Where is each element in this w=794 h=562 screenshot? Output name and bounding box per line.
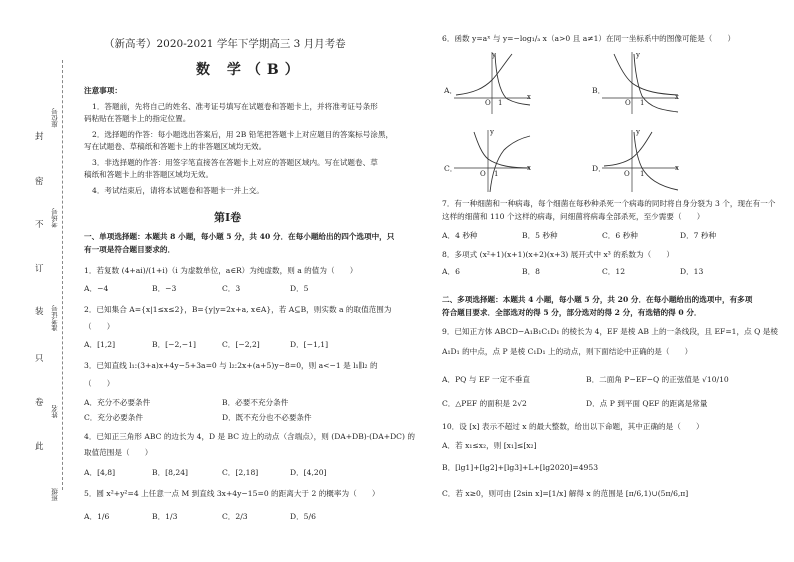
question-8-stem: 8．多项式 (x²+1)(x+1)(x+2)(x+3) 展开式中 x³ 的系数为（ ） — [442, 250, 674, 259]
option-d: D．既不充分也不必要条件 — [222, 413, 312, 422]
option-d: D．13 — [680, 267, 704, 276]
question-7-stem: 7．有一种细菌和一种病毒，每个细菌在每秒种杀死一个病毒的同时将自身分裂为 3 个，现在有一个 — [442, 199, 776, 208]
option-c: C．充分必要条件 — [84, 413, 143, 422]
option-d: D．5 — [290, 284, 309, 293]
graph-b-label: B． — [592, 86, 606, 95]
question-6-stem: 6．函数 y=aˣ 与 y=−log₁/ₐ x（a>0 且 a≠1）在同一坐标系中的图像可能是（ ） — [442, 34, 736, 43]
option-b: B．−3 — [152, 284, 177, 293]
option-b: B．[8,24] — [152, 468, 189, 477]
side-char: 只 — [35, 354, 44, 364]
question-9-options-row2 — [442, 399, 782, 409]
notice-line: 写在试题卷、草稿纸和答题卡上的非答题区域均无效。 — [84, 142, 267, 151]
option-a: A．[4,8] — [84, 468, 116, 477]
question-5-stem: 5．圆 x²+y²=4 上任意一点 M 到直线 3x+4y−15=0 的距离大于 2 的概率为（ ） — [84, 489, 380, 498]
question-7-options — [442, 231, 782, 241]
axis-x-label: x — [675, 164, 679, 172]
axis-y-label: y — [490, 128, 494, 136]
option-c: C．6 秒种 — [602, 231, 638, 240]
question-2-stem: 2．已知集合 A={x|1≤x≤2}，B={y|y=2x+a, x∈A}，若 A⊆B，则实数 a 的取值范围为 — [84, 305, 392, 314]
graph-c — [452, 128, 532, 194]
option-b: B．二面角 P−EF−Q 的正弦值是 √10/10 — [586, 375, 729, 384]
section-title: 第Ⅰ卷 — [214, 211, 242, 224]
curve-exp — [604, 132, 652, 166]
question-9-stem-cont: A₁D₁ 的中点，点 P 是棱 C₁D₁ 上的动点，则下面结论中正确的是（ ） — [442, 347, 693, 356]
axis-x-label: x — [527, 164, 531, 172]
graph-a — [452, 50, 532, 116]
graph-d — [600, 128, 680, 194]
section2-intro: 符合题目要求．全部选对的得 5 分，部分选对的得 2 分，有选错的得 0 分． — [442, 308, 702, 317]
room-number-label: 考场号 — [51, 208, 59, 228]
graph-d-label: D． — [592, 164, 606, 173]
graph-c-label: C． — [444, 164, 458, 173]
side-char: 封 — [35, 132, 44, 142]
side-char: 卷 — [35, 398, 44, 408]
question-3-options-row1 — [84, 398, 424, 408]
question-7-stem-cont: 这样的细菌和 110 个这样的病毒，问细菌将病毒全部杀死，至少需要（ ） — [442, 212, 705, 221]
notice-line: 4．考试结束后，请将本试题卷和答题卡一并上交。 — [92, 186, 264, 195]
question-10-stem: 10．设 [x] 表示不超过 x 的最大整数，给出以下命题，其中正确的是（ ） — [442, 422, 704, 431]
class-label: 班级 — [51, 488, 59, 501]
question-5-options — [84, 512, 424, 522]
option-a: A．4 秒种 — [442, 231, 478, 240]
section2-intro: 二、多项选择题：本题共 4 小题，每小题 5 分，共 20 分．在每小题给出的选项中，有多项 — [442, 295, 753, 304]
question-3-stem: 3．已知直线 l₁:(3+a)x+4y−5+3a=0 与 l₂:2x+(a+5)y−8=0，则 a<−1 是 l₁∥l₂ 的 — [84, 361, 378, 370]
option-d: D．点 P 到平面 QEF 的距离是常量 — [586, 399, 708, 408]
curve-log — [490, 136, 530, 192]
option-b: B．5 秒种 — [522, 231, 558, 240]
question-9-stem: 9．已知正方体 ABCD−A₁B₁C₁D₁ 的棱长为 4，EF 是棱 AB 上的一条线段，且 EF=1，点 Q 是棱 — [442, 327, 778, 336]
option-c: C．12 — [602, 267, 626, 276]
origin-label: O — [480, 170, 486, 178]
origin-label: O — [485, 99, 491, 107]
curve-exp — [474, 132, 530, 168]
axis-x-label: x — [527, 93, 531, 101]
option-c: C．3 — [222, 284, 241, 293]
name-label: 姓名 — [51, 405, 59, 418]
question-2-paren: （ ） — [84, 322, 115, 331]
option-d: D．[−1,1] — [290, 340, 329, 349]
notice-line: 2．选择题的作答：每小题选出答案后，用 2B 铅笔把答题卡上对应题目的答案标号涂黑， — [92, 130, 394, 139]
one-label: 1 — [498, 99, 503, 107]
section1-intro: 有一项是符合题目要求的． — [84, 245, 176, 254]
section1-intro: 一、单项选择题：本题共 8 小题，每小题 5 分，共 40 分．在每小题给出的四个选项中，只 — [84, 232, 395, 241]
notice-line: 稿纸和答题卡上的非答题区域均无效。 — [84, 170, 214, 179]
side-char: 装 — [35, 307, 44, 317]
option-c: C．[−2,2] — [222, 340, 260, 349]
side-char: 不 — [35, 220, 44, 230]
side-char: 订 — [35, 264, 44, 274]
question-4-options — [84, 468, 424, 478]
notice-line: 1．答题前，先将自己的姓名、准考证号填写在试题卷和答题卡上，并将准考证号条形 — [92, 102, 378, 111]
option-a: A．若 x₁≤x₂，则 [x₁]≤[x₂] — [442, 441, 537, 450]
question-2-options — [84, 340, 424, 350]
side-char: 密 — [35, 177, 44, 187]
option-a: A．6 — [442, 267, 460, 276]
curve-exp — [456, 54, 512, 95]
option-a: A．PQ 与 EF 一定不垂直 — [442, 375, 531, 384]
one-label: 1 — [494, 170, 499, 178]
question-1-options — [84, 284, 424, 294]
option-c: C．2/3 — [222, 512, 248, 521]
binding-line — [62, 60, 64, 490]
origin-label: O — [625, 99, 631, 107]
option-b: B．[−2,−1] — [152, 340, 196, 349]
option-b: B．1/3 — [152, 512, 178, 521]
axis-y-label: y — [492, 51, 496, 59]
option-d: D．7 秒种 — [680, 231, 717, 240]
option-d: D．[4,20] — [290, 468, 327, 477]
side-char: 此 — [35, 442, 44, 452]
one-label: 1 — [640, 99, 645, 107]
axis-y-label: y — [636, 128, 640, 136]
option-c: C．△PEF 的面积是 2√2 — [442, 399, 527, 408]
axis-x-label: x — [675, 93, 679, 101]
option-a: A．−4 — [84, 284, 109, 293]
notice-line: 码粘贴在答题卡上的指定位置。 — [84, 114, 191, 123]
curve-exp — [614, 54, 678, 95]
one-label: 1 — [640, 170, 645, 178]
option-d: D．5/6 — [290, 512, 316, 521]
notice-line: 3．非选择题的作答：用签字笔直接答在答题卡上对应的答题区域内。写在试题卷、草 — [92, 158, 378, 167]
option-b: B．必要不充分条件 — [222, 398, 289, 407]
question-9-options-row1 — [442, 375, 782, 387]
option-a: A．[1,2] — [84, 340, 116, 349]
question-4-stem: 4．已知正三角形 ABC 的边长为 4，D 是 BC 边上的动点（含端点），则 (DA+DB)·(DA+DC) 的 — [84, 432, 415, 441]
origin-label: O — [624, 170, 630, 178]
question-8-options — [442, 267, 782, 277]
question-3-options-row2 — [84, 413, 424, 423]
option-c: C．[2,18] — [222, 468, 259, 477]
curve-log — [495, 54, 530, 105]
subject-title: 数 学（B） — [196, 62, 305, 78]
exam-title: （新高考）2020-2021 学年下学期高三 3 月月考卷 — [104, 38, 346, 50]
question-4-stem-cont: 取值范围是（ ） — [84, 448, 153, 457]
seat-number-label: 座位号 — [51, 108, 59, 128]
notice-heading: 注意事项： — [84, 86, 122, 95]
curve-log — [634, 132, 678, 190]
option-b: B．[lg1]+[lg2]+[lg3]+L+[lg2020]=4953 — [442, 463, 599, 472]
question-1-stem: 1．若复数 (4+ai)/(1+i)（i 为虚数单位，a∈R）为纯虚数，则 a 的值为（ ） — [84, 266, 358, 275]
option-a: A．充分不必要条件 — [84, 398, 151, 407]
axis-y-label: y — [636, 51, 640, 59]
exam-id-label: 准考证号 — [51, 305, 59, 331]
graph-a-label: A． — [444, 86, 458, 95]
question-3-paren: （ ） — [84, 379, 115, 388]
option-c: C．若 x≥0，则可由 [2sin x]=[1/x] 解得 x 的范围是 [π/6,1)∪(5π/6,π] — [442, 489, 689, 498]
option-a: A．1/6 — [84, 512, 110, 521]
option-b: B．8 — [522, 267, 541, 276]
